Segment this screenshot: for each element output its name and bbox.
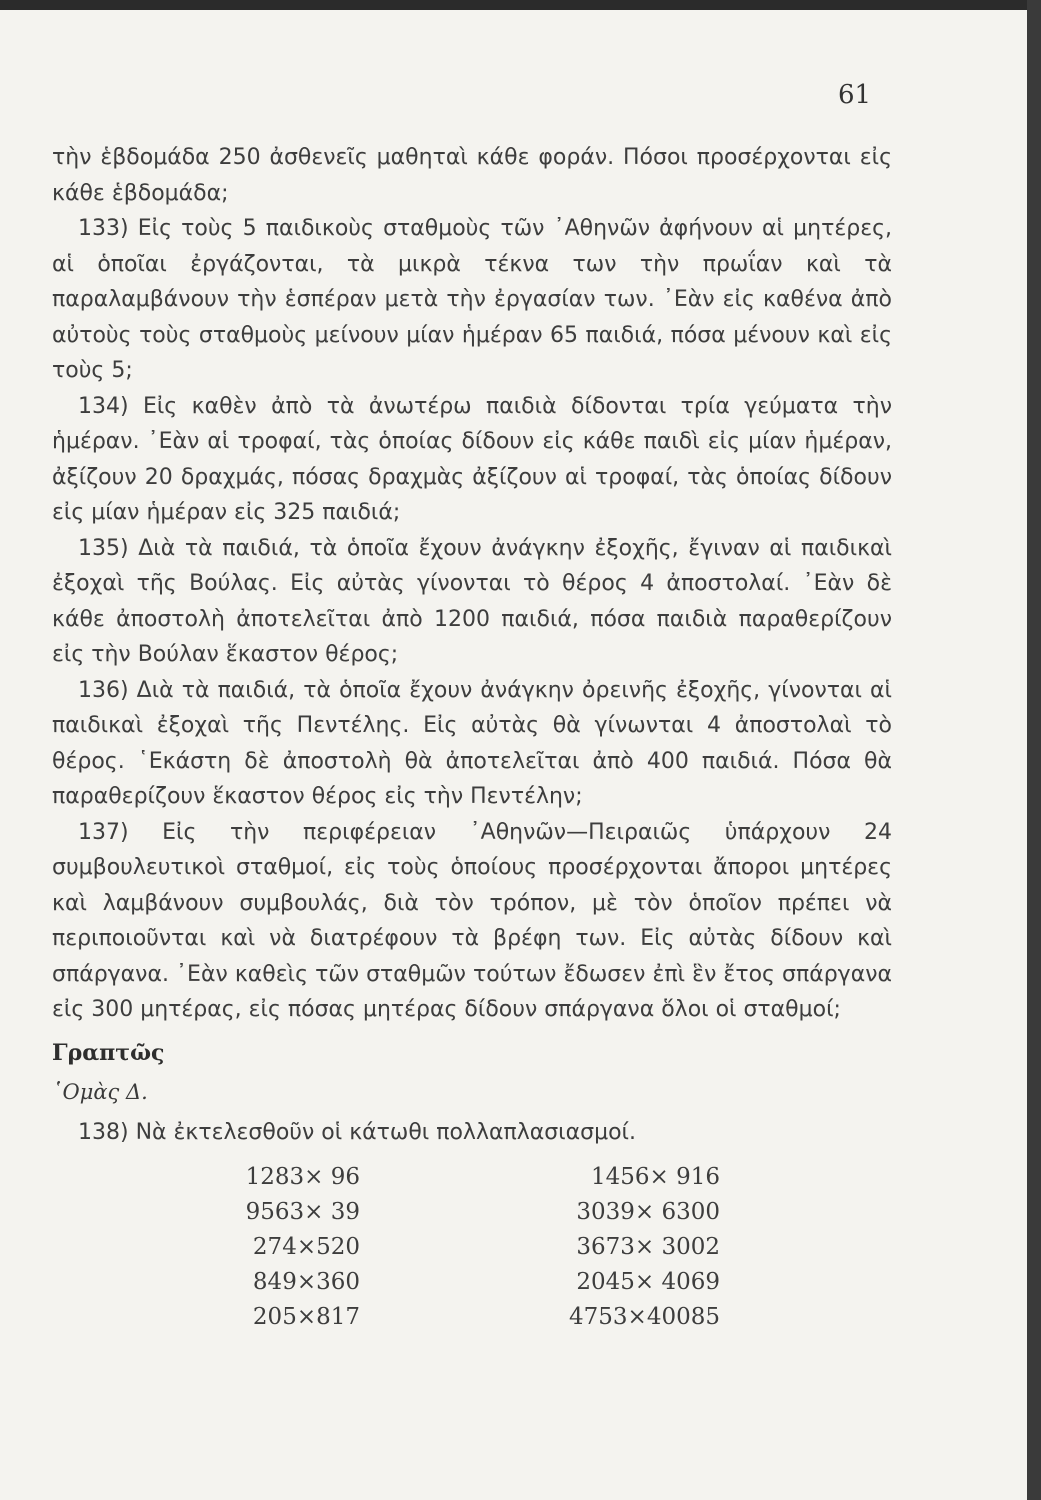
multiplication-item: 3039× 6300: [576, 1199, 720, 1225]
multiplication-item: 1456× 916: [590, 1164, 720, 1190]
paragraph-continuation: τὴν ἑβδομάδα 250 ἀσθενεῖς μαθηταὶ κάθε φοράν. Πόσοι προσέρχονται εἰς κάθε ἑβδομάδα;: [52, 145, 892, 206]
body-text: [52, 140, 892, 1028]
problem-138: 138) Νὰ ἐκτελεσθοῦν οἱ κάτωθι πολλαπλασιασμοί.: [78, 1120, 636, 1145]
multiplication-item: 9563× 39: [245, 1199, 360, 1225]
problem-136: 136) Διὰ τὰ παιδιά, τὰ ὁποῖα ἔχουν ἀνάγκην ὀρεινῆς ἐξοχῆς, γίνονται αἱ παιδικαὶ ἐξοχαὶ τῆς Πεντέλης. Εἰς αὐτὰς θὰ γίνωνται 4 ἀποστολαὶ τὸ θέρος. ῾Εκάστη δὲ ἀποστολὴ θὰ ἀποτελεῖται ἀπὸ 400 παιδιά. Πόσα θὰ παραθερίζουν ἕκαστον θέρος εἰς τὴν Πεντέλην;: [52, 677, 892, 809]
problem-137: 137) Εἰς τὴν περιφέρειαν ᾿Αθηνῶν—Πειραιῶς ὑπάρχουν 24 συμβουλευτικοὶ σταθμοί, εἰς τοὺς ὁποίους προσέρχονται ἄποροι μητέρες καὶ λαμβάνουν συμβουλάς, διὰ τὸν τρόπον, μὲ τὸν ὁποῖον πρέπει νὰ περιποιοῦνται καὶ νὰ διατρέφουν τὰ βρέφη των. Εἰς αὐτὰς δίδουν καὶ σπάργανα. ᾿Εὰν καθεὶς τῶν σταθμῶν τούτων ἔδωσεν ἐπὶ ἓν ἔτος σπάργανα εἰς 300 μητέρας, εἰς πόσας μητέρας δίδουν σπάργανα ὅλοι οἱ σταθμοί;: [52, 819, 892, 1022]
scan-top-edge: [0, 0, 1041, 10]
multiplications-right-column: [520, 1160, 720, 1335]
group-heading: ῾Ομὰς Δ.: [52, 1080, 148, 1104]
multiplication-item: 1283× 96: [245, 1164, 360, 1190]
section-heading: Γραπτῶς: [52, 1040, 165, 1066]
multiplication-item: 4753×40085: [569, 1304, 720, 1330]
multiplication-item: 3673× 3002: [576, 1234, 720, 1260]
multiplications-left-column: [150, 1160, 360, 1335]
scan-right-edge: [1027, 0, 1041, 1500]
multiplication-item: 2045× 4069: [576, 1269, 720, 1295]
problem-135: 135) Διὰ τὰ παιδιά, τὰ ὁποῖα ἔχουν ἀνάγκην ἐξοχῆς, ἔγιναν αἱ παιδικαὶ ἐξοχαὶ τῆς Βούλας. Εἰς αὐτὰς γίνονται τὸ θέρος 4 ἀποστολαί. ᾿Εὰν δὲ κάθε ἀποστολὴ ἀποτελεῖται ἀπὸ 1200 παιδιά, πόσα παιδιὰ παραθερίζουν εἰς τὴν Βούλαν ἕκαστον θέρος;: [52, 535, 892, 667]
multiplication-item: 849×360: [252, 1269, 360, 1295]
problem-133: 133) Εἰς τοὺς 5 παιδικοὺς σταθμοὺς τῶν ᾿Αθηνῶν ἀφήνουν αἱ μητέρες, αἱ ὁποῖαι ἐργάζονται, τὰ μικρὰ τέκνα των τὴν πρωΐαν καὶ τὰ παραλαμβάνουν τὴν ἑσπέραν μετὰ τὴν ἐργασίαν των. ᾿Εὰν εἰς καθένα ἀπὸ αὐτοὺς τοὺς σταθμοὺς μείνουν μίαν ἡμέραν 65 παιδιά, πόσα μένουν καὶ εἰς τοὺς 5;: [52, 216, 892, 383]
multiplication-item: 274×520: [252, 1234, 360, 1260]
multiplication-item: 205×817: [252, 1304, 360, 1330]
page-number: 61: [838, 80, 872, 110]
problem-134: 134) Εἰς καθὲν ἀπὸ τὰ ἀνωτέρω παιδιὰ δίδονται τρία γεύματα τὴν ἡμέραν. ᾿Εὰν αἱ τροφαί, τὰς ὁποίας δίδουν εἰς κάθε παιδὶ εἰς μίαν ἡμέραν, ἀξίζουν 20 δραχμάς, πόσας δραχμὰς ἀξίζουν αἱ τροφαί, τὰς ὁποίας δίδουν εἰς μίαν ἡμέραν εἰς 325 παιδιά;: [52, 393, 892, 525]
